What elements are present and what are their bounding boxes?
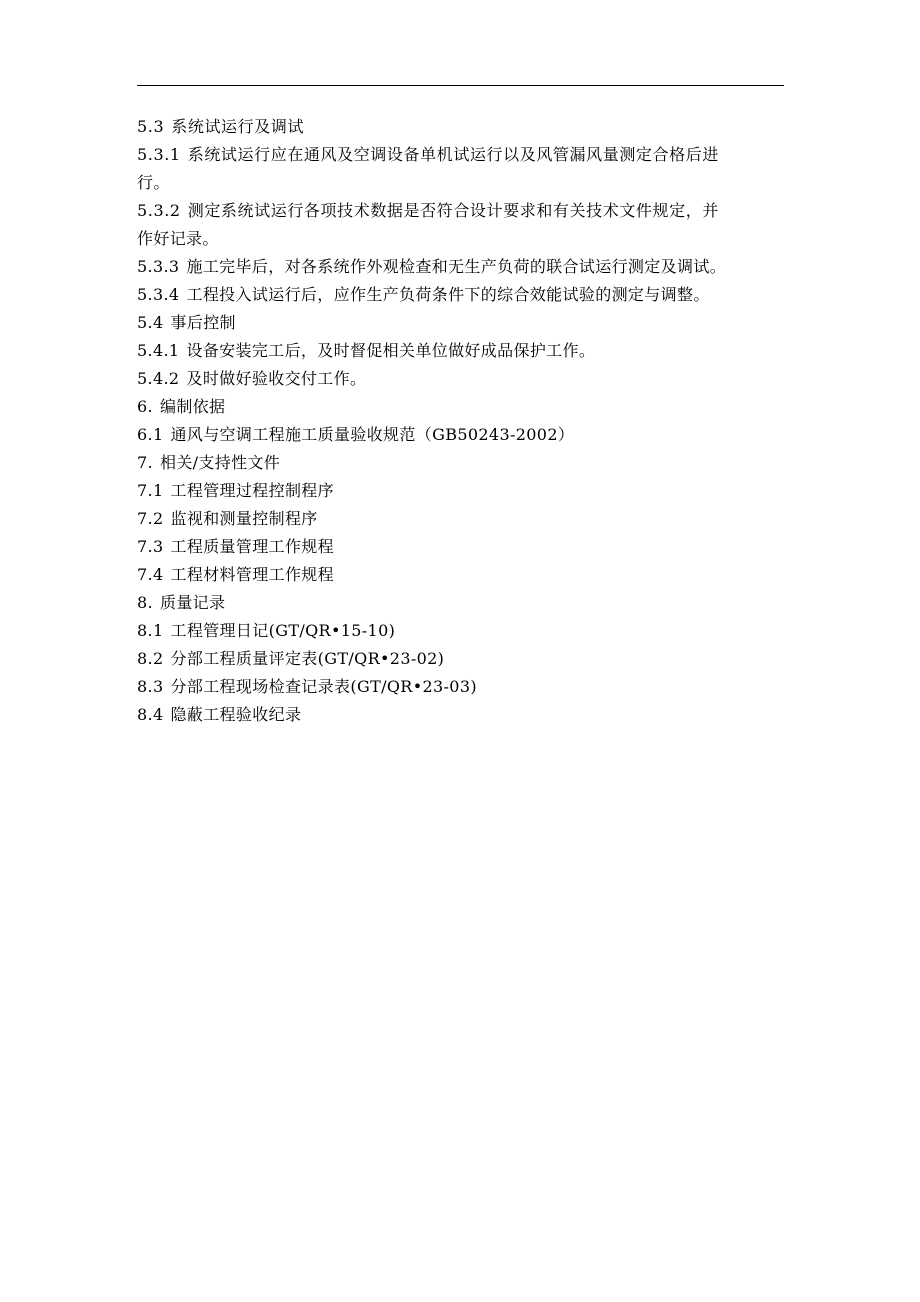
section-text: 工程材料管理工作规程: [170, 565, 335, 584]
section-text: 系统试运行应在通风及空调设备单机试运行以及风管漏风量测定合格后进: [187, 145, 719, 164]
section-number: 7.2: [137, 509, 164, 528]
item-5-4-2: [137, 365, 787, 393]
heading-7: [137, 449, 787, 477]
section-text: 设备安装完工后，及时督促相关单位做好成品保护工作。: [186, 341, 596, 360]
section-number: 8.1: [137, 621, 164, 640]
item-8-1: [137, 617, 787, 645]
item-8-3: [137, 673, 787, 701]
section-text: 事后控制: [170, 313, 236, 332]
heading-5-4: [137, 309, 787, 337]
section-text: 系统试运行及调试: [171, 117, 305, 136]
section-text: 工程管理日记(GT/QR•15-10): [170, 621, 396, 640]
section-number: 6.: [137, 397, 153, 416]
section-number: 7.1: [137, 481, 164, 500]
section-number: 5.4.2: [137, 369, 180, 388]
section-number: 8.2: [137, 649, 164, 668]
section-number: 8.: [137, 593, 153, 612]
document-body: [137, 113, 787, 729]
section-number: 5.3.1: [137, 145, 181, 164]
section-number: 6.1: [137, 425, 164, 444]
section-text: 隐蔽工程验收纪录: [170, 705, 302, 724]
heading-5-3: [137, 113, 787, 141]
section-number: 5.3.2: [137, 201, 181, 220]
section-text: 工程投入试运行后，应作生产负荷条件下的综合效能试验的测定与调整。: [186, 285, 710, 304]
section-text: 通风与空调工程施工质量验收规范（GB50243-2002）: [170, 425, 575, 444]
item-5-3-3: [137, 253, 787, 281]
section-text: 测定系统试运行各项技术数据是否符合设计要求和有关技术文件规定，并: [187, 201, 719, 220]
section-text: 分部工程现场检查记录表(GT/QR•23-03): [170, 677, 477, 696]
section-number: 8.4: [137, 705, 164, 724]
item-5-3-1: [137, 141, 787, 169]
heading-8: [137, 589, 787, 617]
item-5-3-2-continuation: [137, 225, 787, 253]
section-number: 7.: [137, 453, 153, 472]
section-number: 8.3: [137, 677, 164, 696]
section-text: 分部工程质量评定表(GT/QR•23-02): [170, 649, 445, 668]
item-6-1: [137, 421, 787, 449]
item-7-2: [137, 505, 787, 533]
section-text: 施工完毕后，对各系统作外观检查和无生产负荷的联合试运行测定及调试。: [186, 257, 727, 276]
section-text: 相关/支持性文件: [159, 453, 281, 472]
item-5-3-4: [137, 281, 787, 309]
section-number: 5.3.3: [137, 257, 180, 276]
section-text: 行。: [137, 173, 170, 192]
section-text: 监视和测量控制程序: [170, 509, 318, 528]
section-text: 编制依据: [159, 397, 226, 416]
heading-6: [137, 393, 787, 421]
section-number: 5.3.4: [137, 285, 180, 304]
section-text: 及时做好验收交付工作。: [186, 369, 367, 388]
item-7-4: [137, 561, 787, 589]
item-5-3-2: [137, 197, 787, 225]
header-rule: [137, 85, 784, 86]
section-number: 7.4: [137, 565, 164, 584]
item-5-3-1-continuation: [137, 169, 787, 197]
section-text: 工程管理过程控制程序: [170, 481, 335, 500]
item-7-1: [137, 477, 787, 505]
section-text: 作好记录。: [137, 229, 219, 248]
section-number: 5.4.1: [137, 341, 180, 360]
item-8-4: [137, 701, 787, 729]
item-5-4-1: [137, 337, 787, 365]
section-text: 工程质量管理工作规程: [170, 537, 335, 556]
item-7-3: [137, 533, 787, 561]
section-number: 5.4: [137, 313, 164, 332]
section-number: 7.3: [137, 537, 164, 556]
section-number: 5.3: [137, 117, 165, 136]
item-8-2: [137, 645, 787, 673]
section-text: 质量记录: [159, 593, 226, 612]
